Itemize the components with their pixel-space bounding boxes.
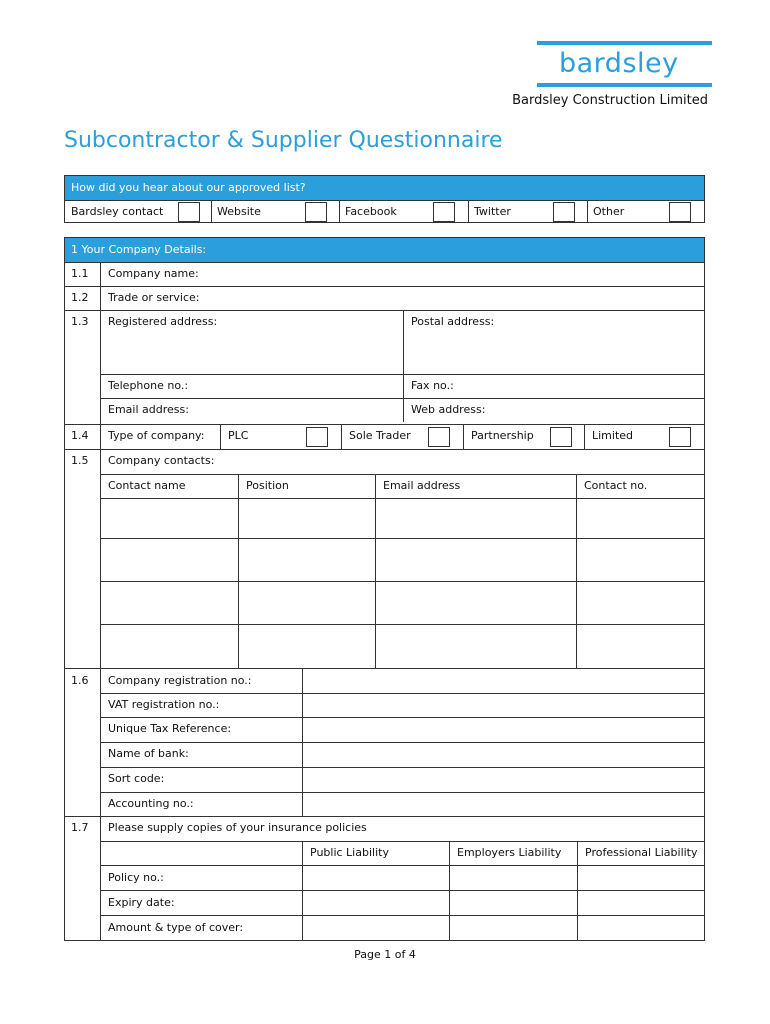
contact-row[interactable] [101,539,704,581]
logo-text: bardsley [559,48,679,79]
telephone-field[interactable]: Telephone no.: [108,379,189,392]
contact-row[interactable] [101,625,704,668]
company-type-label: Type of company: [108,429,205,442]
insurance-col-employers: Employers Liability [457,846,562,859]
option-twitter-checkbox[interactable] [553,202,575,222]
type-limited-label: Limited [592,429,634,442]
type-sole-trader-checkbox[interactable] [428,427,450,447]
policy-no-public-input[interactable] [303,866,449,890]
company-details-section [64,237,705,941]
bank-name-input[interactable] [303,743,703,766]
web-address-field[interactable]: Web address: [411,403,486,416]
company-name: Bardsley Construction Limited [512,93,708,108]
insurance-label: Please supply copies of your insurance policies [108,821,367,834]
utr-input[interactable] [303,718,703,741]
expiry-date-label: Expiry date: [108,896,175,909]
sort-code-label: Sort code: [108,772,165,785]
bardsley-logo [537,41,712,87]
option-website-checkbox[interactable] [305,202,327,222]
page-title: Subcontractor & Supplier Questionnaire [64,128,503,153]
option-other-label: Other [593,205,625,218]
cover-professional-input[interactable] [578,916,703,940]
option-twitter-label: Twitter [474,205,511,218]
contact-row[interactable] [101,499,704,538]
contact-row[interactable] [101,582,704,624]
row-num-1-5: 1.5 [71,454,89,467]
page-number: Page 1 of 4 [354,948,416,961]
row-num-1-6: 1.6 [71,674,89,687]
row-num-1-7: 1.7 [71,821,89,834]
row-num-1-4: 1.4 [71,429,89,442]
trade-service-field[interactable]: Trade or service: [108,291,200,304]
policy-no-employers-input[interactable] [450,866,577,890]
sort-code-input[interactable] [303,768,703,791]
option-bardsley-contact-checkbox[interactable] [178,202,200,222]
cover-amount-label: Amount & type of cover: [108,921,244,934]
insurance-col-professional: Professional Liability [585,846,698,859]
type-partnership-checkbox[interactable] [550,427,572,447]
contacts-col-position: Position [246,479,289,492]
cover-employers-input[interactable] [450,916,577,940]
contacts-col-name: Contact name [108,479,186,492]
section-heading: 1 Your Company Details: [65,238,704,262]
row-num-1-3: 1.3 [71,315,89,328]
postal-address-field[interactable]: Postal address: [411,315,495,328]
option-facebook-checkbox[interactable] [433,202,455,222]
option-bardsley-contact-label: Bardsley contact [71,205,164,218]
email-field[interactable]: Email address: [108,403,189,416]
bank-name-label: Name of bank: [108,747,189,760]
insurance-col-public: Public Liability [310,846,389,859]
row-num-1-1: 1.1 [71,267,89,280]
option-facebook-label: Facebook [345,205,397,218]
accounting-no-input[interactable] [303,793,703,816]
accounting-no-label: Accounting no.: [108,797,194,810]
type-plc-checkbox[interactable] [306,427,328,447]
policy-no-professional-input[interactable] [578,866,703,890]
type-partnership-label: Partnership [471,429,534,442]
hear-question: How did you hear about our approved list? [65,176,704,200]
contacts-col-email: Email address [383,479,461,492]
policy-no-label: Policy no.: [108,871,164,884]
type-plc-label: PLC [228,429,249,442]
option-website-label: Website [217,205,261,218]
expiry-employers-input[interactable] [450,891,577,915]
registered-address-field[interactable]: Registered address: [108,315,218,328]
company-name-field[interactable]: Company name: [108,267,199,280]
type-limited-checkbox[interactable] [669,427,691,447]
company-contacts-label: Company contacts: [108,454,215,467]
row-num-1-2: 1.2 [71,291,89,304]
type-sole-trader-label: Sole Trader [349,429,411,442]
vat-reg-input[interactable] [303,694,703,717]
utr-label: Unique Tax Reference: [108,722,232,735]
option-other-checkbox[interactable] [669,202,691,222]
contacts-col-phone: Contact no. [584,479,648,492]
vat-reg-label: VAT registration no.: [108,698,220,711]
logo-bottom-bar [537,83,712,87]
cover-public-input[interactable] [303,916,449,940]
company-reg-input[interactable] [303,669,703,692]
expiry-public-input[interactable] [303,891,449,915]
hear-about-section [64,175,705,223]
expiry-professional-input[interactable] [578,891,703,915]
fax-field[interactable]: Fax no.: [411,379,454,392]
company-reg-label: Company registration no.: [108,674,252,687]
